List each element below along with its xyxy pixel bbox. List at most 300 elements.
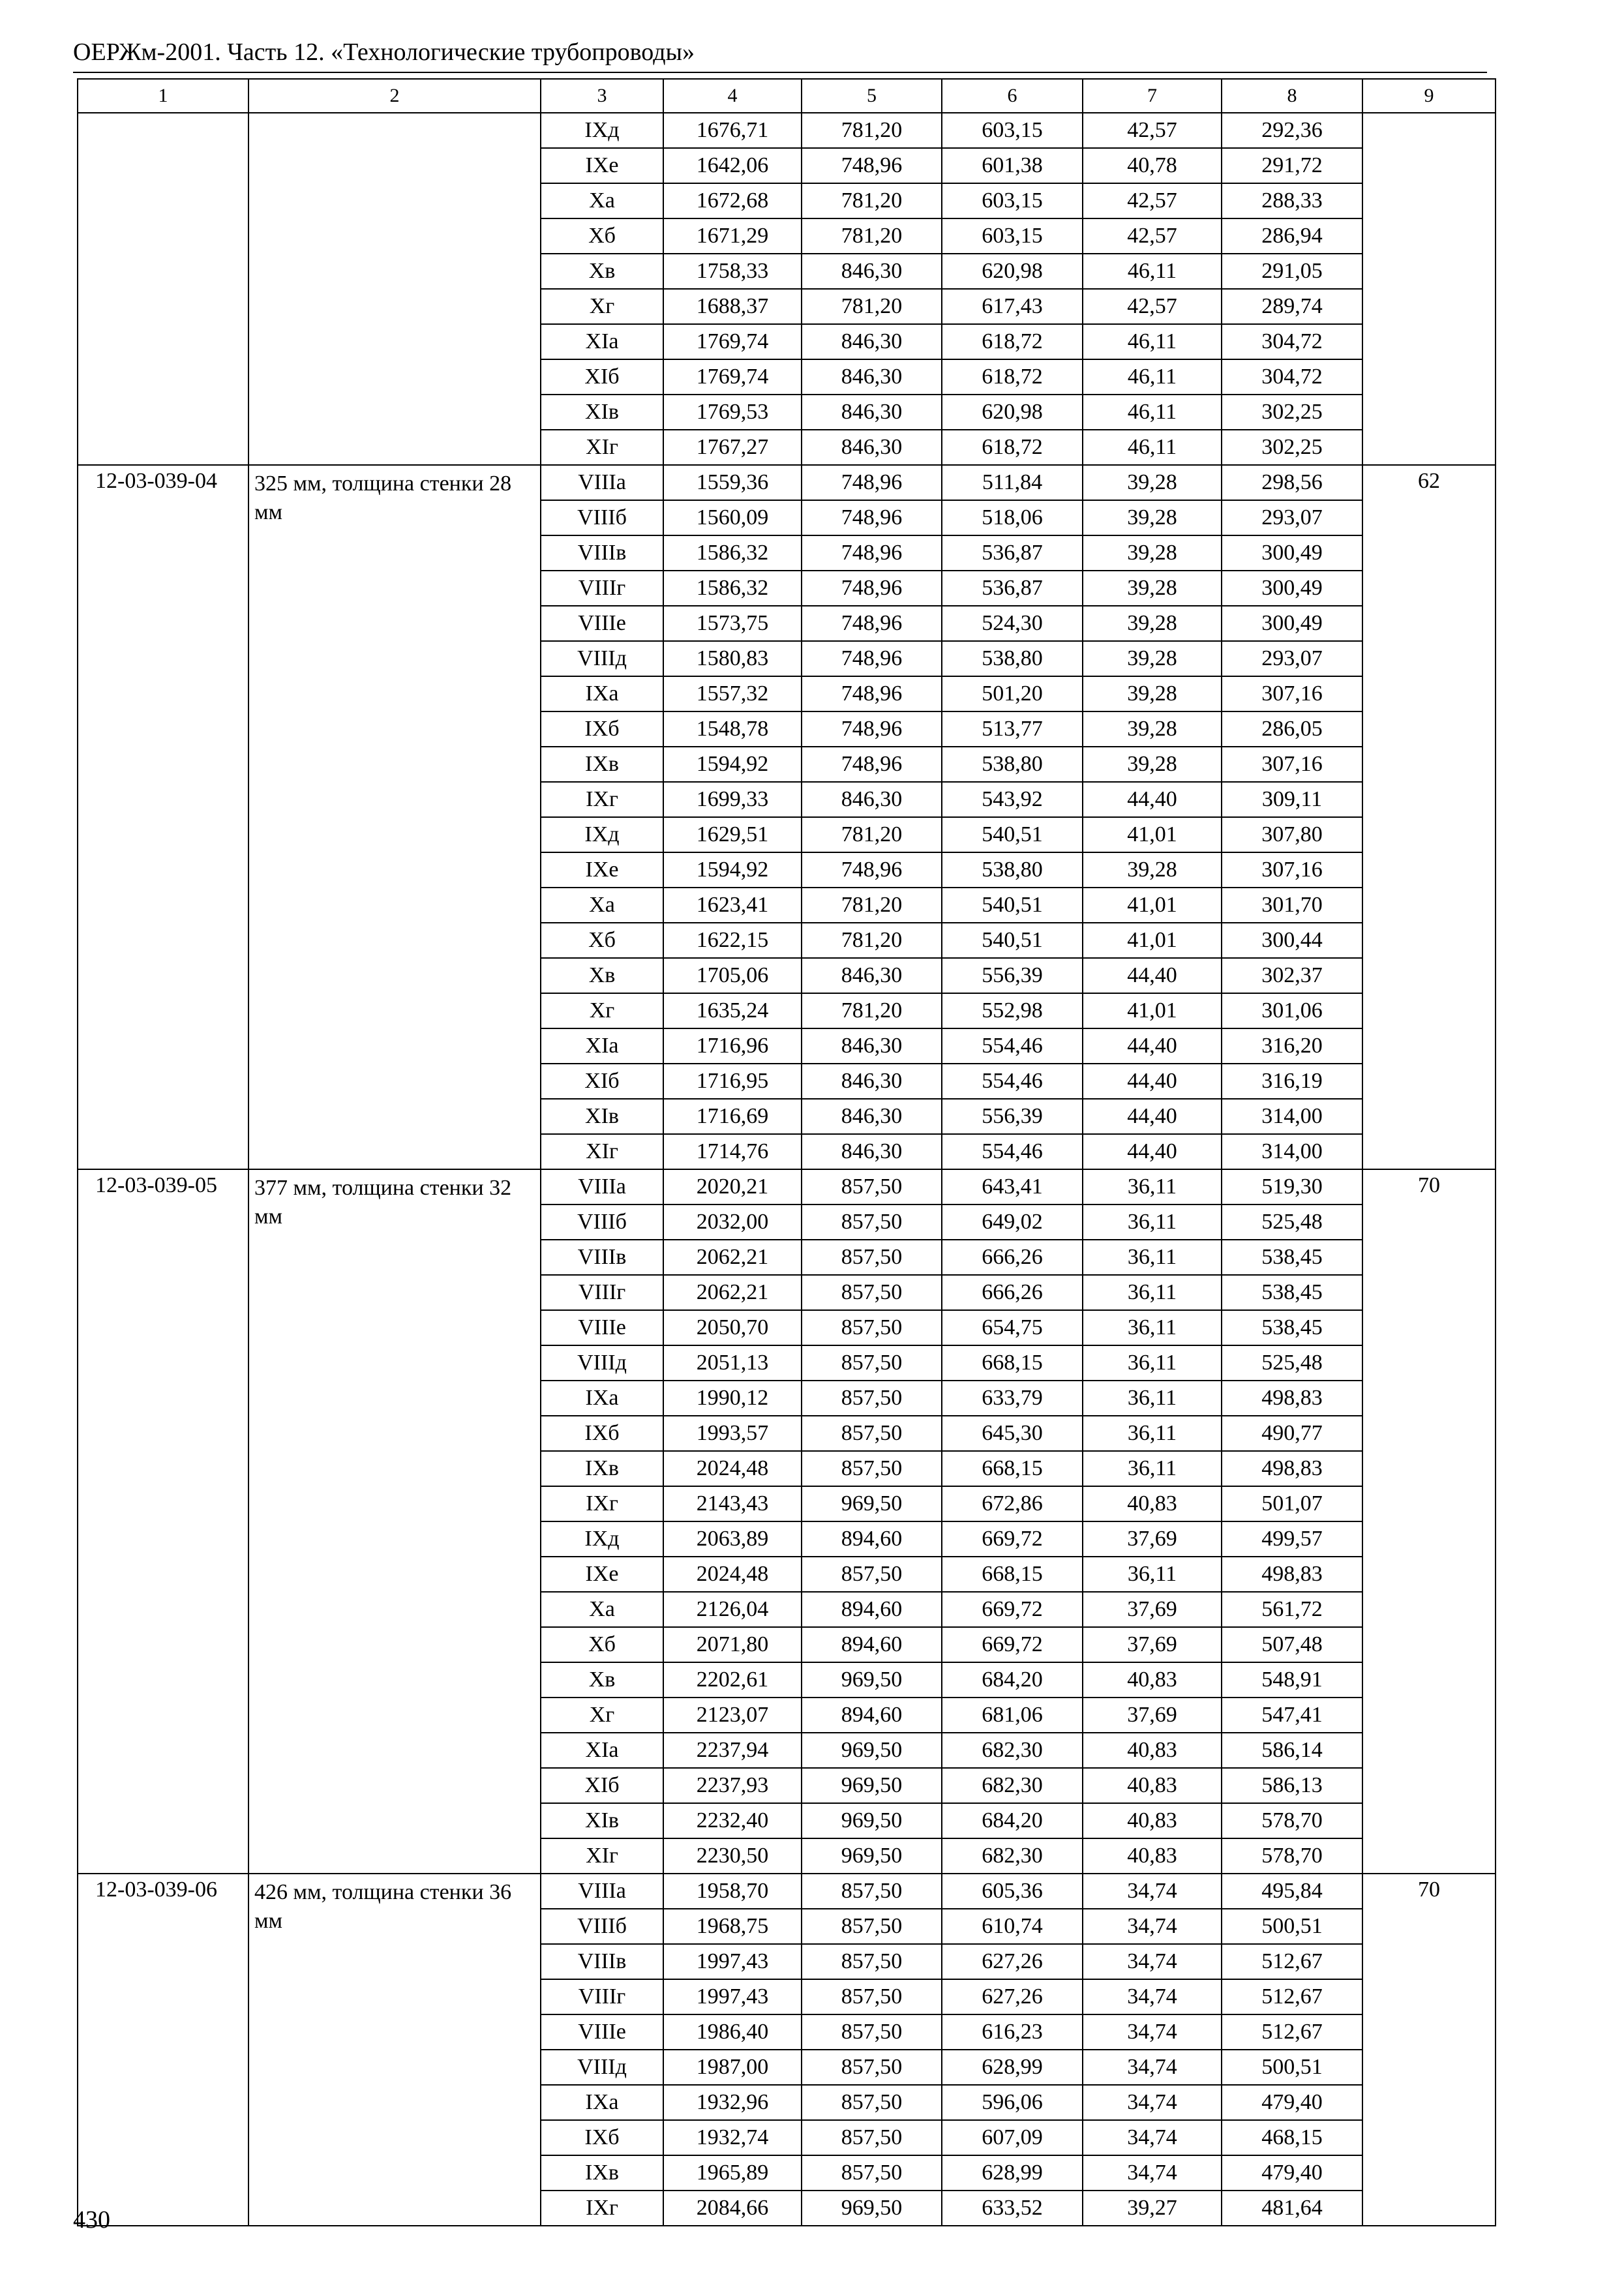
materials-cost: 300,44 [1222, 923, 1362, 958]
machine-cost: 540,51 [942, 923, 1083, 958]
labor-cost: 781,20 [802, 113, 942, 148]
labor-cost: 969,50 [802, 2191, 942, 2226]
materials-cost: 300,49 [1222, 535, 1362, 571]
total-cost: 1958,70 [663, 1874, 802, 1909]
labor-cost: 969,50 [802, 1733, 942, 1768]
price-zone: IXе [541, 1557, 663, 1592]
labor-cost: 857,50 [802, 1381, 942, 1416]
total-cost: 1699,33 [663, 782, 802, 817]
operator-wage: 39,28 [1083, 852, 1222, 888]
total-cost: 2230,50 [663, 1838, 802, 1874]
column-number: 7 [1083, 79, 1222, 113]
materials-cost: 309,11 [1222, 782, 1362, 817]
materials-cost: 307,16 [1222, 747, 1362, 782]
materials-cost: 498,83 [1222, 1381, 1362, 1416]
labor-cost: 846,30 [802, 324, 942, 359]
materials-cost: 316,20 [1222, 1028, 1362, 1064]
machine-cost: 669,72 [942, 1521, 1083, 1557]
total-cost: 2024,48 [663, 1451, 802, 1486]
machine-cost: 603,15 [942, 113, 1083, 148]
operator-wage: 36,11 [1083, 1169, 1222, 1204]
materials-cost: 301,70 [1222, 888, 1362, 923]
price-zone: XIб [541, 359, 663, 395]
machine-cost: 684,20 [942, 1662, 1083, 1698]
operator-wage: 44,40 [1083, 1064, 1222, 1099]
materials-cost: 301,06 [1222, 993, 1362, 1028]
materials-cost: 578,70 [1222, 1803, 1362, 1838]
price-zone: Xб [541, 923, 663, 958]
price-zone: Xв [541, 958, 663, 993]
machine-cost: 633,52 [942, 2191, 1083, 2226]
labor-cost: 857,50 [802, 1345, 942, 1381]
machine-cost: 682,30 [942, 1838, 1083, 1874]
total-cost: 1594,92 [663, 852, 802, 888]
table-row [78, 1874, 1496, 1909]
materials-cost: 304,72 [1222, 359, 1362, 395]
operator-wage: 39,28 [1083, 465, 1222, 500]
price-zone: Xв [541, 254, 663, 289]
total-cost: 2062,21 [663, 1275, 802, 1310]
total-cost: 2202,61 [663, 1662, 802, 1698]
price-zone: VIIIг [541, 1275, 663, 1310]
price-zone: XIг [541, 1134, 663, 1169]
rate-description: 377 мм, толщина стенки 32 мм [248, 1169, 541, 1874]
price-zone: IXа [541, 2085, 663, 2120]
operator-wage: 39,28 [1083, 571, 1222, 606]
operator-wage: 41,01 [1083, 888, 1222, 923]
price-zone: XIв [541, 1099, 663, 1134]
total-cost: 1573,75 [663, 606, 802, 641]
materials-cost: 286,94 [1222, 218, 1362, 254]
operator-wage: 36,11 [1083, 1557, 1222, 1592]
labor-cost: 781,20 [802, 183, 942, 218]
materials-cost: 307,80 [1222, 817, 1362, 852]
price-zone: VIIIв [541, 1944, 663, 1979]
operator-wage: 39,28 [1083, 747, 1222, 782]
labor-cost: 781,20 [802, 993, 942, 1028]
total-cost: 1993,57 [663, 1416, 802, 1451]
materials-cost: 304,72 [1222, 324, 1362, 359]
operator-wage: 37,69 [1083, 1521, 1222, 1557]
operator-wage: 42,57 [1083, 218, 1222, 254]
operator-wage: 39,28 [1083, 641, 1222, 676]
page-number: 430 [73, 2206, 110, 2234]
materials-cost: 291,05 [1222, 254, 1362, 289]
machine-cost: 681,06 [942, 1698, 1083, 1733]
total-cost: 1965,89 [663, 2155, 802, 2191]
total-cost: 1635,24 [663, 993, 802, 1028]
total-cost: 1676,71 [663, 113, 802, 148]
labor-cost: 894,60 [802, 1521, 942, 1557]
total-cost: 1987,00 [663, 2050, 802, 2085]
labor-cost: 857,50 [802, 1979, 942, 2014]
total-cost: 1560,09 [663, 500, 802, 535]
materials-cost: 479,40 [1222, 2155, 1362, 2191]
materials-cost: 501,07 [1222, 1486, 1362, 1521]
total-cost: 1586,32 [663, 535, 802, 571]
materials-cost: 512,67 [1222, 1944, 1362, 1979]
materials-cost: 499,57 [1222, 1521, 1362, 1557]
price-zone: IXб [541, 1416, 663, 1451]
header-rule [73, 72, 1487, 73]
rate-code [78, 113, 248, 465]
machine-cost: 668,15 [942, 1451, 1083, 1486]
price-zone: IXа [541, 676, 663, 711]
operator-wage: 44,40 [1083, 1099, 1222, 1134]
materials-cost: 538,45 [1222, 1275, 1362, 1310]
materials-cost: 561,72 [1222, 1592, 1362, 1627]
labor-cost: 781,20 [802, 923, 942, 958]
machine-cost: 616,23 [942, 2014, 1083, 2050]
materials-cost: 468,15 [1222, 2120, 1362, 2155]
operator-wage: 44,40 [1083, 958, 1222, 993]
machine-cost: 672,86 [942, 1486, 1083, 1521]
operator-wage: 41,01 [1083, 993, 1222, 1028]
labor-cost: 748,96 [802, 571, 942, 606]
total-cost: 2123,07 [663, 1698, 802, 1733]
machine-cost: 620,98 [942, 395, 1083, 430]
materials-cost: 291,72 [1222, 148, 1362, 183]
column-number: 2 [248, 79, 541, 113]
machine-cost: 633,79 [942, 1381, 1083, 1416]
labor-cost: 781,20 [802, 888, 942, 923]
labor-cost: 748,96 [802, 148, 942, 183]
labor-cost: 894,60 [802, 1627, 942, 1662]
materials-cost: 519,30 [1222, 1169, 1362, 1204]
operator-wage: 41,01 [1083, 923, 1222, 958]
total-cost: 1769,74 [663, 359, 802, 395]
column-number: 8 [1222, 79, 1362, 113]
operator-wage: 36,11 [1083, 1345, 1222, 1381]
total-cost: 1642,06 [663, 148, 802, 183]
machine-cost: 552,98 [942, 993, 1083, 1028]
total-cost: 1932,74 [663, 2120, 802, 2155]
operator-wage: 44,40 [1083, 782, 1222, 817]
labor-cost: 969,50 [802, 1768, 942, 1803]
labor-cost: 857,50 [802, 1310, 942, 1345]
labor-norm: 70 [1362, 1169, 1496, 1874]
price-zone: Xг [541, 1698, 663, 1733]
labor-cost: 846,30 [802, 1099, 942, 1134]
machine-cost: 554,46 [942, 1028, 1083, 1064]
operator-wage: 46,11 [1083, 359, 1222, 395]
price-zone: XIа [541, 1733, 663, 1768]
labor-cost: 781,20 [802, 289, 942, 324]
machine-cost: 596,06 [942, 2085, 1083, 2120]
price-zone: IXд [541, 817, 663, 852]
price-zone: IXг [541, 2191, 663, 2226]
materials-cost: 586,13 [1222, 1768, 1362, 1803]
labor-cost: 748,96 [802, 676, 942, 711]
price-zone: IXг [541, 782, 663, 817]
labor-cost: 857,50 [802, 1275, 942, 1310]
machine-cost: 605,36 [942, 1874, 1083, 1909]
materials-cost: 490,77 [1222, 1416, 1362, 1451]
machine-cost: 601,38 [942, 148, 1083, 183]
total-cost: 2237,94 [663, 1733, 802, 1768]
column-number: 3 [541, 79, 663, 113]
price-zone: IXв [541, 1451, 663, 1486]
machine-cost: 617,43 [942, 289, 1083, 324]
operator-wage: 36,11 [1083, 1451, 1222, 1486]
operator-wage: 37,69 [1083, 1592, 1222, 1627]
price-zone: VIIIе [541, 1310, 663, 1345]
materials-cost: 525,48 [1222, 1204, 1362, 1240]
total-cost: 2071,80 [663, 1627, 802, 1662]
operator-wage: 40,83 [1083, 1803, 1222, 1838]
price-zone: XIг [541, 430, 663, 465]
operator-wage: 34,74 [1083, 1944, 1222, 1979]
total-cost: 1997,43 [663, 1944, 802, 1979]
table-row [78, 1169, 1496, 1204]
total-cost: 1997,43 [663, 1979, 802, 2014]
total-cost: 1580,83 [663, 641, 802, 676]
rate-code: 12-03-039-06 [78, 1874, 248, 2226]
labor-cost: 969,50 [802, 1486, 942, 1521]
labor-cost: 969,50 [802, 1803, 942, 1838]
labor-cost: 857,50 [802, 1169, 942, 1204]
operator-wage: 44,40 [1083, 1028, 1222, 1064]
labor-cost: 846,30 [802, 1064, 942, 1099]
operator-wage: 34,74 [1083, 2155, 1222, 2191]
machine-cost: 538,80 [942, 747, 1083, 782]
operator-wage: 44,40 [1083, 1134, 1222, 1169]
price-zone: IXв [541, 747, 663, 782]
operator-wage: 37,69 [1083, 1698, 1222, 1733]
labor-cost: 748,96 [802, 500, 942, 535]
total-cost: 1594,92 [663, 747, 802, 782]
price-zone: VIIIа [541, 1169, 663, 1204]
machine-cost: 511,84 [942, 465, 1083, 500]
operator-wage: 34,74 [1083, 1909, 1222, 1944]
machine-cost: 668,15 [942, 1557, 1083, 1592]
labor-cost: 857,50 [802, 1874, 942, 1909]
total-cost: 2143,43 [663, 1486, 802, 1521]
machine-cost: 628,99 [942, 2155, 1083, 2191]
total-cost: 2237,93 [663, 1768, 802, 1803]
price-zone: VIIIе [541, 2014, 663, 2050]
machine-cost: 610,74 [942, 1909, 1083, 1944]
machine-cost: 513,77 [942, 711, 1083, 747]
machine-cost: 540,51 [942, 888, 1083, 923]
price-zone: IXб [541, 2120, 663, 2155]
price-zone: XIб [541, 1064, 663, 1099]
materials-cost: 302,25 [1222, 430, 1362, 465]
machine-cost: 554,46 [942, 1134, 1083, 1169]
total-cost: 2024,48 [663, 1557, 802, 1592]
machine-cost: 518,06 [942, 500, 1083, 535]
machine-cost: 524,30 [942, 606, 1083, 641]
machine-cost: 668,15 [942, 1345, 1083, 1381]
total-cost: 1716,69 [663, 1099, 802, 1134]
price-zone: XIв [541, 395, 663, 430]
price-zone: IXе [541, 148, 663, 183]
operator-wage: 34,74 [1083, 2120, 1222, 2155]
materials-cost: 495,84 [1222, 1874, 1362, 1909]
operator-wage: 39,28 [1083, 535, 1222, 571]
materials-cost: 512,67 [1222, 2014, 1362, 2050]
operator-wage: 40,83 [1083, 1486, 1222, 1521]
price-zone: VIIIг [541, 571, 663, 606]
materials-cost: 300,49 [1222, 606, 1362, 641]
machine-cost: 643,41 [942, 1169, 1083, 1204]
materials-cost: 479,40 [1222, 2085, 1362, 2120]
price-zone: VIIIб [541, 1204, 663, 1240]
materials-cost: 481,64 [1222, 2191, 1362, 2226]
price-zone: IXб [541, 711, 663, 747]
operator-wage: 34,74 [1083, 1874, 1222, 1909]
price-zone: XIа [541, 1028, 663, 1064]
operator-wage: 42,57 [1083, 113, 1222, 148]
operator-wage: 40,78 [1083, 148, 1222, 183]
labor-cost: 894,60 [802, 1698, 942, 1733]
operator-wage: 40,83 [1083, 1662, 1222, 1698]
labor-cost: 857,50 [802, 1944, 942, 1979]
labor-cost: 846,30 [802, 1134, 942, 1169]
column-number: 9 [1362, 79, 1496, 113]
total-cost: 1769,74 [663, 324, 802, 359]
operator-wage: 40,83 [1083, 1768, 1222, 1803]
labor-cost: 969,50 [802, 1662, 942, 1698]
total-cost: 1622,15 [663, 923, 802, 958]
table-row [78, 113, 1496, 148]
price-zone: XIв [541, 1803, 663, 1838]
total-cost: 1716,96 [663, 1028, 802, 1064]
machine-cost: 603,15 [942, 183, 1083, 218]
operator-wage: 46,11 [1083, 395, 1222, 430]
total-cost: 2232,40 [663, 1803, 802, 1838]
machine-cost: 554,46 [942, 1064, 1083, 1099]
operator-wage: 36,11 [1083, 1310, 1222, 1345]
operator-wage: 39,27 [1083, 2191, 1222, 2226]
total-cost: 1769,53 [663, 395, 802, 430]
rate-description: 426 мм, толщина стенки 36 мм [248, 1874, 541, 2226]
operator-wage: 46,11 [1083, 254, 1222, 289]
labor-cost: 857,50 [802, 2050, 942, 2085]
total-cost: 1629,51 [663, 817, 802, 852]
operator-wage: 40,83 [1083, 1838, 1222, 1874]
price-zone: Xа [541, 183, 663, 218]
machine-cost: 618,72 [942, 324, 1083, 359]
machine-cost: 627,26 [942, 1979, 1083, 2014]
price-zone: IXд [541, 1521, 663, 1557]
price-zone: XIа [541, 324, 663, 359]
labor-cost: 846,30 [802, 430, 942, 465]
materials-cost: 547,41 [1222, 1698, 1362, 1733]
operator-wage: 40,83 [1083, 1733, 1222, 1768]
total-cost: 2032,00 [663, 1204, 802, 1240]
machine-cost: 540,51 [942, 817, 1083, 852]
operator-wage: 34,74 [1083, 1979, 1222, 2014]
price-zone: Xг [541, 993, 663, 1028]
labor-cost: 857,50 [802, 1240, 942, 1275]
total-cost: 2084,66 [663, 2191, 802, 2226]
column-number: 6 [942, 79, 1083, 113]
materials-cost: 302,37 [1222, 958, 1362, 993]
operator-wage: 41,01 [1083, 817, 1222, 852]
labor-norm: 62 [1362, 465, 1496, 1169]
machine-cost: 618,72 [942, 359, 1083, 395]
machine-cost: 682,30 [942, 1768, 1083, 1803]
labor-cost: 857,50 [802, 2085, 942, 2120]
machine-cost: 538,80 [942, 852, 1083, 888]
column-number: 4 [663, 79, 802, 113]
materials-cost: 498,83 [1222, 1557, 1362, 1592]
total-cost: 1559,36 [663, 465, 802, 500]
price-zone: VIIIа [541, 1874, 663, 1909]
price-zone: VIIIг [541, 1979, 663, 2014]
column-number-row [78, 79, 1496, 113]
operator-wage: 34,74 [1083, 2085, 1222, 2120]
materials-cost: 293,07 [1222, 500, 1362, 535]
price-table [77, 78, 1496, 2226]
price-zone: IXд [541, 113, 663, 148]
labor-cost: 846,30 [802, 395, 942, 430]
machine-cost: 543,92 [942, 782, 1083, 817]
machine-cost: 649,02 [942, 1204, 1083, 1240]
labor-cost: 748,96 [802, 711, 942, 747]
total-cost: 2051,13 [663, 1345, 802, 1381]
operator-wage: 39,28 [1083, 500, 1222, 535]
materials-cost: 286,05 [1222, 711, 1362, 747]
operator-wage: 42,57 [1083, 289, 1222, 324]
labor-cost: 846,30 [802, 359, 942, 395]
operator-wage: 39,28 [1083, 676, 1222, 711]
price-table-container [77, 78, 1496, 2226]
price-zone: VIIIб [541, 500, 663, 535]
operator-wage: 36,11 [1083, 1204, 1222, 1240]
materials-cost: 307,16 [1222, 852, 1362, 888]
total-cost: 1716,95 [663, 1064, 802, 1099]
total-cost: 2020,21 [663, 1169, 802, 1204]
labor-cost: 857,50 [802, 1204, 942, 1240]
operator-wage: 39,28 [1083, 606, 1222, 641]
price-zone: VIIIе [541, 606, 663, 641]
price-zone: VIIIд [541, 641, 663, 676]
price-zone: VIIIв [541, 535, 663, 571]
machine-cost: 627,26 [942, 1944, 1083, 1979]
materials-cost: 498,83 [1222, 1451, 1362, 1486]
price-zone: Xа [541, 1592, 663, 1627]
price-zone: Xб [541, 1627, 663, 1662]
total-cost: 1688,37 [663, 289, 802, 324]
labor-cost: 857,50 [802, 2120, 942, 2155]
total-cost: 1623,41 [663, 888, 802, 923]
price-zone: IXа [541, 1381, 663, 1416]
operator-wage: 42,57 [1083, 183, 1222, 218]
operator-wage: 36,11 [1083, 1416, 1222, 1451]
operator-wage: 46,11 [1083, 324, 1222, 359]
machine-cost: 536,87 [942, 535, 1083, 571]
operator-wage: 34,74 [1083, 2014, 1222, 2050]
price-zone: Xв [541, 1662, 663, 1698]
total-cost: 1672,68 [663, 183, 802, 218]
materials-cost: 578,70 [1222, 1838, 1362, 1874]
materials-cost: 500,51 [1222, 2050, 1362, 2085]
materials-cost: 298,56 [1222, 465, 1362, 500]
labor-cost: 894,60 [802, 1592, 942, 1627]
labor-cost: 781,20 [802, 817, 942, 852]
table-row [78, 465, 1496, 500]
materials-cost: 525,48 [1222, 1345, 1362, 1381]
labor-cost: 857,50 [802, 1451, 942, 1486]
price-zone: VIIIв [541, 1240, 663, 1275]
labor-norm [1362, 113, 1496, 465]
materials-cost: 512,67 [1222, 1979, 1362, 2014]
materials-cost: 538,45 [1222, 1240, 1362, 1275]
operator-wage: 46,11 [1083, 430, 1222, 465]
rate-code: 12-03-039-05 [78, 1169, 248, 1874]
